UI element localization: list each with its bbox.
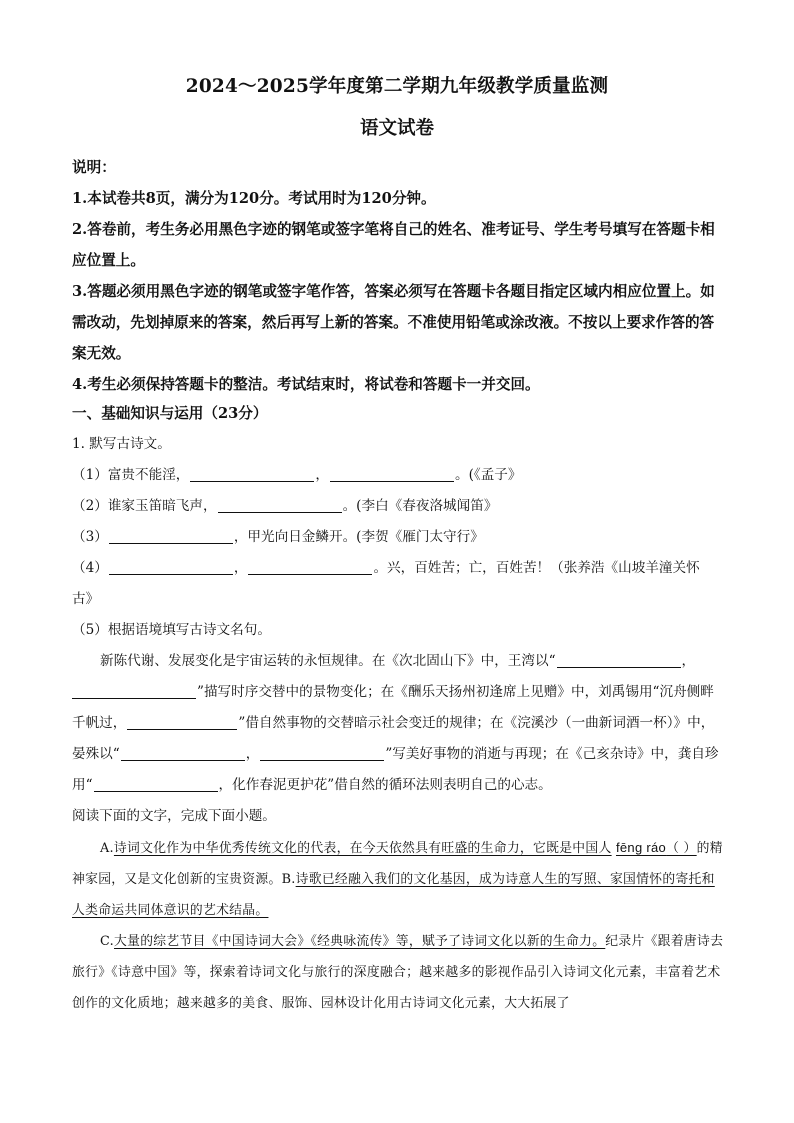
reading-text: 大量的综艺节目《中国诗词大会》《经典咏流传》等，赋予了诗词文化以新的生命力。 bbox=[114, 934, 606, 949]
answer-blank[interactable] bbox=[218, 496, 342, 513]
passage-text: ， bbox=[681, 653, 696, 669]
reading-text: 诗词文化作为中华优秀传统文化的代表，在今天依然具有旺盛的生命力，它既是中国人 bbox=[113, 841, 612, 856]
section-heading: 一、基础知识与运用（23分） bbox=[72, 405, 268, 422]
passage-text: 新陈代谢、发展变化是宇宙运转的永恒规律。在《次北固山下》中，王湾以“ bbox=[100, 653, 556, 669]
q1-3-text: （3） bbox=[72, 529, 108, 545]
reading-label: B. bbox=[281, 872, 296, 887]
page-title: 2024～2025学年度第二学期九年级教学质量监测 bbox=[185, 76, 609, 97]
reading-paragraph-c bbox=[72, 926, 724, 1019]
q1-2-text: （2）谁家玉笛暗飞声， bbox=[72, 498, 217, 514]
q1-3-source: ，甲光向日金鳞开。(李贺《雁门太守行》 bbox=[233, 529, 484, 545]
question-1-prompt: 1. 默写古诗文。 bbox=[72, 436, 171, 452]
instruction-item: 2.答卷前，考生务必用黑色字迹的钢笔或签字笔将自己的姓名、准考证号、学生考号填写在答题卡相应位置上。 bbox=[72, 221, 715, 269]
reading-text: 诗歌已经融入我们的文化基因，成为诗意人生的写照、家国情怀的寄托和人类命运共同体意识的艺术结晶。 bbox=[72, 872, 715, 918]
answer-blank[interactable] bbox=[330, 465, 454, 482]
answer-blank[interactable] bbox=[109, 558, 233, 575]
reading-text: 纪录片《跟着唐诗去旅行》《诗意中国》等，探索着诗词文化与旅行的深度融合；越来越多的影视作品引入诗词文化元素，丰富着艺术创作的文化质地；越来越多的美食、服饰、园林设计化用古诗词文化元素，大大拓展了 bbox=[72, 934, 724, 1011]
answer-blank[interactable] bbox=[190, 465, 314, 482]
page-subtitle: 语文试卷 bbox=[359, 118, 434, 139]
section-1 bbox=[72, 398, 724, 832]
q1-1-source: 。(《孟子》 bbox=[455, 467, 522, 483]
answer-blank[interactable] bbox=[260, 744, 384, 761]
answer-blank[interactable] bbox=[94, 775, 218, 792]
passage-text: ”描写时序交替中的景物变化；在《酬乐天扬州初逢席上见赠》中，刘禹锡用“沉舟侧畔千帆过， bbox=[72, 684, 714, 731]
q1-1-text: （1）富贵不能淫， bbox=[72, 467, 190, 483]
answer-blank[interactable] bbox=[557, 651, 681, 668]
instruction-item: 4.考生必须保持答题卡的整洁。考试结束时，将试卷和答题卡一并交回。 bbox=[72, 376, 540, 393]
answer-blank[interactable] bbox=[248, 558, 372, 575]
passage-text: ，化作春泥更护花”借自然的循环法则表明自己的心志。 bbox=[218, 777, 552, 793]
question-1-4 bbox=[72, 553, 724, 615]
instructions-heading: 说明： bbox=[72, 159, 116, 176]
passage-text: ”借自然事物的交替暗示社会变迁的规律；在《浣溪沙（一曲新词酒一杯）》中，晏殊以“ bbox=[72, 715, 715, 762]
q1-4-source: 。兴，百姓苦；亡，百姓苦！（张养浩《山坡羊潼关怀 bbox=[373, 560, 700, 576]
reading-text: 的精神家园，又是文化创新的宝贵资源。 bbox=[72, 841, 723, 887]
reading-label: A. bbox=[100, 841, 114, 856]
pinyin: fēng ráo bbox=[615, 840, 667, 855]
q1-4-sep: ， bbox=[233, 560, 248, 576]
reading-prompt: 阅读下面的文字，完成下面小题。 bbox=[72, 808, 276, 824]
answer-blank[interactable] bbox=[121, 744, 245, 761]
instruction-item: 1.本试卷共8页，满分为120分。考试用时为120分钟。 bbox=[72, 190, 436, 207]
instruction-item: 3.答题必须用黑色字迹的钢笔或签字笔作答，答案必须写在答题卡各题目指定区域内相应位置上。如需改动，先划掉原来的答案，然后再写上新的答案。不准使用铅笔或涂改液。不按以上要求作答的答案无效。 bbox=[72, 283, 715, 362]
q1-1-sep: ， bbox=[315, 467, 329, 483]
reading-passage bbox=[72, 832, 724, 1019]
question-1-1 bbox=[72, 460, 724, 491]
question-1-3 bbox=[72, 522, 724, 553]
answer-blank[interactable] bbox=[127, 713, 237, 730]
reading-label: C. bbox=[100, 934, 115, 949]
q1-4-source-end: 古》 bbox=[72, 591, 100, 607]
passage-text: ， bbox=[245, 746, 260, 762]
question-1-5: （5）根据语境填写古诗文名句。 bbox=[72, 622, 271, 638]
q1-2-source: 。(李白《春夜洛城闻笛》 bbox=[342, 498, 498, 514]
context-passage bbox=[72, 646, 724, 801]
answer-blank[interactable]: （ ） bbox=[666, 841, 697, 856]
answer-blank[interactable] bbox=[109, 527, 233, 544]
instructions bbox=[72, 152, 724, 400]
reading-paragraph-a bbox=[72, 832, 724, 926]
passage-text: ”写美好事物的消逝与再现；在《己亥杂诗》中，龚自珍用“ bbox=[72, 746, 719, 793]
answer-blank[interactable] bbox=[72, 682, 196, 699]
q1-4-text: （4） bbox=[72, 560, 108, 576]
question-1-2 bbox=[72, 491, 724, 522]
